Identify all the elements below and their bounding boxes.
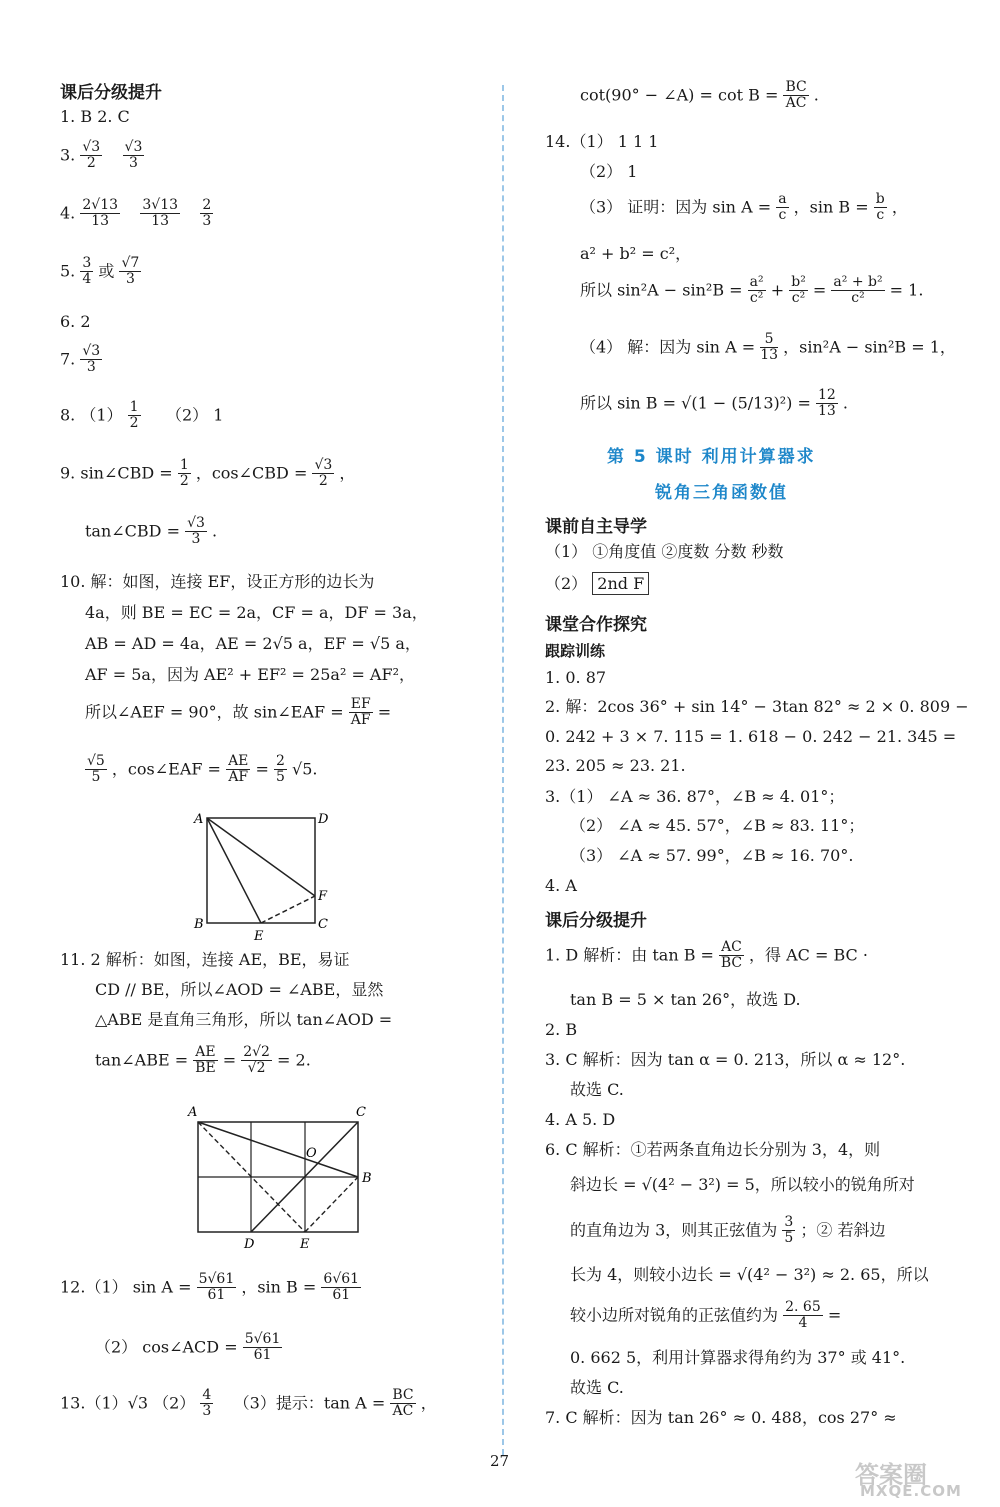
tracking-answer-2-line2: 0. 242 + 3 × 7. 115 = 1. 618 − 0. 242 − 21. 345 = [545, 727, 957, 746]
answer-10-line2: 4a，则 BE = EC = 2a，CF = a，DF = 3a， [85, 603, 428, 622]
fig1-label-d: D [318, 812, 329, 827]
answer-11-line4: tan∠ABE = $\frac{AE}{BE}$ = $\frac{2√2}{√2}$ = 2. [95, 1044, 311, 1077]
column-divider [502, 85, 504, 1455]
fig2-label-c: C [356, 1105, 366, 1120]
after-answer-4-5: 4. A 5. D [545, 1110, 616, 1129]
watermark-logo: 答案圈 [855, 1461, 927, 1489]
tracking-answer-1: 1. 0. 87 [545, 668, 607, 687]
answer-7: 7. $\frac{√3}{3}$ [60, 343, 101, 376]
answer-13: 13.（1）√3 （2） $\frac{4}{3}$ （3）提示：tan A = $\frac{BC}{AC}$ ， [60, 1387, 437, 1420]
after-answer-6-line3: 的直角边为 3，则其正弦值为 $\frac{3}{5}$ ；② 若斜边 [570, 1214, 886, 1247]
answer-10-line5: 所以∠AEF = 90°，故 sin∠EAF = $\frac{EF}{AF}$ = [85, 696, 392, 729]
lesson-title-line2: 锐角三角函数值 [655, 483, 788, 503]
pre-class-answer-2: （2） 2nd F [545, 574, 649, 593]
after-answer-3-line1: 3. C 解析：因为 tan α = 0. 213，所以 α ≈ 12°. [545, 1050, 906, 1069]
fig2-label-d: D [244, 1237, 255, 1252]
tracking-answer-3-line1: 3.（1） ∠A ≈ 36. 87°，∠B ≈ 4. 01°； [545, 787, 845, 806]
pre-class-answer-1: （1） ①角度值 ②度数 分数 秒数 [545, 542, 784, 561]
answer-1-2: 1. B 2. C [60, 107, 130, 126]
answer-10-line6: $\frac{√5}{5}$ ，cos∠EAF = $\frac{AE}{AF}$ = $\frac{2}{5}$ √5. [87, 753, 318, 786]
fig2-label-b: B [362, 1171, 372, 1186]
after-answer-6-line5: 较小边所对锐角的正弦值约为 $\frac{2. 65}{4}$ = [570, 1299, 842, 1332]
after-answer-6-line2: 斜边长 = √(4² − 3²) = 5，所以较小的锐角所对 [570, 1175, 915, 1194]
fig1-label-e: E [254, 929, 264, 943]
answer-11-line2: CD // BE，所以∠AOD = ∠ABE，显然 [95, 980, 384, 999]
answer-8: 8. （1） $\frac{1}{2}$ （2） 1 [60, 399, 224, 432]
answer-14-part1: 14.（1） 1 1 1 [545, 132, 659, 151]
answer-3: 3. $\frac{√3}{2}$ $\frac{√3}{3}$ [60, 139, 143, 172]
answer-12-line1: 12.（1） sin A = $\frac{5√61}{61}$ ，sin B = $\frac{6√61}{61}$ [60, 1271, 360, 1304]
tracking-answer-2-line1: 2. 解：2cos 36° + sin 14° − 3tan 82° ≈ 2 × 0. 809 − [545, 697, 969, 716]
figure-grid-aodb [180, 1102, 380, 1252]
lesson-title-line1: 第 5 课时 利用计算器求 [607, 447, 816, 467]
after-answer-2: 2. B [545, 1020, 578, 1039]
answer-11-line3: △ABE 是直角三角形，所以 tan∠AOD = [95, 1010, 393, 1029]
after-answer-6-line1: 6. C 解析：①若两条直角边长分别为 3，4，则 [545, 1140, 881, 1159]
fig1-label-a: A [194, 812, 204, 827]
fig2-label-o: O [306, 1146, 317, 1161]
after-answer-6-line4: 长为 4，则较小边长 = √(4² − 3²) ≈ 2. 65，所以 [570, 1265, 929, 1284]
section-heading-in-class: 课堂合作探究 [545, 615, 647, 635]
fig2-label-e: E [300, 1237, 310, 1252]
answer-6: 6. 2 [60, 312, 91, 331]
watermark-url: MXQE.COM [860, 1482, 962, 1500]
tracking-answer-3-line2: （2） ∠A ≈ 45. 57°，∠B ≈ 83. 11°； [570, 816, 865, 835]
answer-14-part4-line2: 所以 sin B = √(1 − (5/13)²) = $\frac{12}{13}$ . [580, 387, 849, 420]
answer-10-line1: 10. 解：如图，连接 EF，设正方形的边长为 [60, 572, 375, 591]
answer-14-part2: （2） 1 [580, 162, 638, 181]
calculator-key-2ndf: 2nd F [592, 572, 649, 595]
answer-14-part3-line2: a² + b² = c²， [580, 244, 692, 263]
tracking-answer-4: 4. A [545, 876, 577, 895]
after-answer-7: 7. C 解析：因为 tan 26° ≈ 0. 488，cos 27° ≈ [545, 1408, 897, 1427]
answer-11-line1: 11. 2 解析：如图，连接 AE，BE，易证 [60, 950, 350, 969]
answer-14-part3-line1: （3） 证明：因为 sin A = $\frac{a}{c}$ ，sin B = $\frac{b}{c}$ ， [580, 191, 908, 224]
section-heading-pre-class: 课前自主导学 [545, 517, 647, 537]
figure-square-abcd [190, 808, 330, 943]
fig1-label-b: B [194, 917, 204, 932]
answer-10-line3: AB = AD = 4a，AE = 2√5 a，EF = √5 a， [85, 634, 421, 653]
after-answer-1-line2: tan B = 5 × tan 26°，故选 D. [570, 990, 801, 1009]
answer-14-part3-line3: 所以 sin²A − sin²B = $\frac{\text{a²}}{\text{c²}}$ + $\frac{\text{b²}}{\text{c²}}$ = $\frac{\text{a² + b²}}{\text{c²}}$ = 1. [580, 274, 924, 307]
after-answer-1-line1: 1. D 解析：由 tan B = $\frac{AC}{BC}$ ，得 AC = BC · [545, 939, 868, 972]
answer-9-line1: 9. sin∠CBD = $\frac{1}{2}$ ，cos∠CBD = $\frac{√3}{2}$ ， [60, 457, 356, 490]
answer-10-line4: AF = 5a，因为 AE² + EF² = 25a² = AF²， [85, 665, 416, 684]
answer-13-continued: cot(90° − ∠A) = cot B = $\frac{BC}{AC}$ . [580, 79, 819, 112]
answer-9-line2: tan∠CBD = $\frac{√3}{3}$ . [85, 515, 218, 548]
tracking-answer-2-line3: 23. 205 ≈ 23. 21. [545, 756, 686, 775]
answer-5: 5. $\frac{3}{4}$ 或 $\frac{√7}{3}$ [60, 255, 140, 288]
subsection-heading-tracking: 跟踪训练 [545, 642, 606, 660]
after-answer-3-line2: 故选 C. [570, 1080, 624, 1099]
answer-12-line2: （2） cos∠ACD = $\frac{5√61}{61}$ [95, 1331, 281, 1364]
section-heading-after-class: 课后分级提升 [60, 83, 162, 103]
answer-14-part4-line1: （4） 解：因为 sin A = $\frac{5}{13}$ ，sin²A − sin²B = 1， [580, 331, 956, 364]
section-heading-after-class-2: 课后分级提升 [545, 911, 647, 931]
answer-4: 4. $\frac{2√13}{13}$ $\frac{3√13}{13}$ $\frac{2}{3}$ [60, 197, 212, 230]
page-number: 27 [490, 1452, 510, 1470]
tracking-answer-3-line3: （3） ∠A ≈ 57. 99°，∠B ≈ 16. 70°. [570, 846, 854, 865]
after-answer-6-line7: 故选 C. [570, 1378, 624, 1397]
fig2-label-a: A [188, 1105, 198, 1120]
after-answer-6-line6: 0. 662 5，利用计算器求得角约为 37° 或 41°. [570, 1348, 906, 1367]
fig1-label-c: C [318, 917, 328, 932]
fig1-label-f: F [318, 889, 328, 904]
